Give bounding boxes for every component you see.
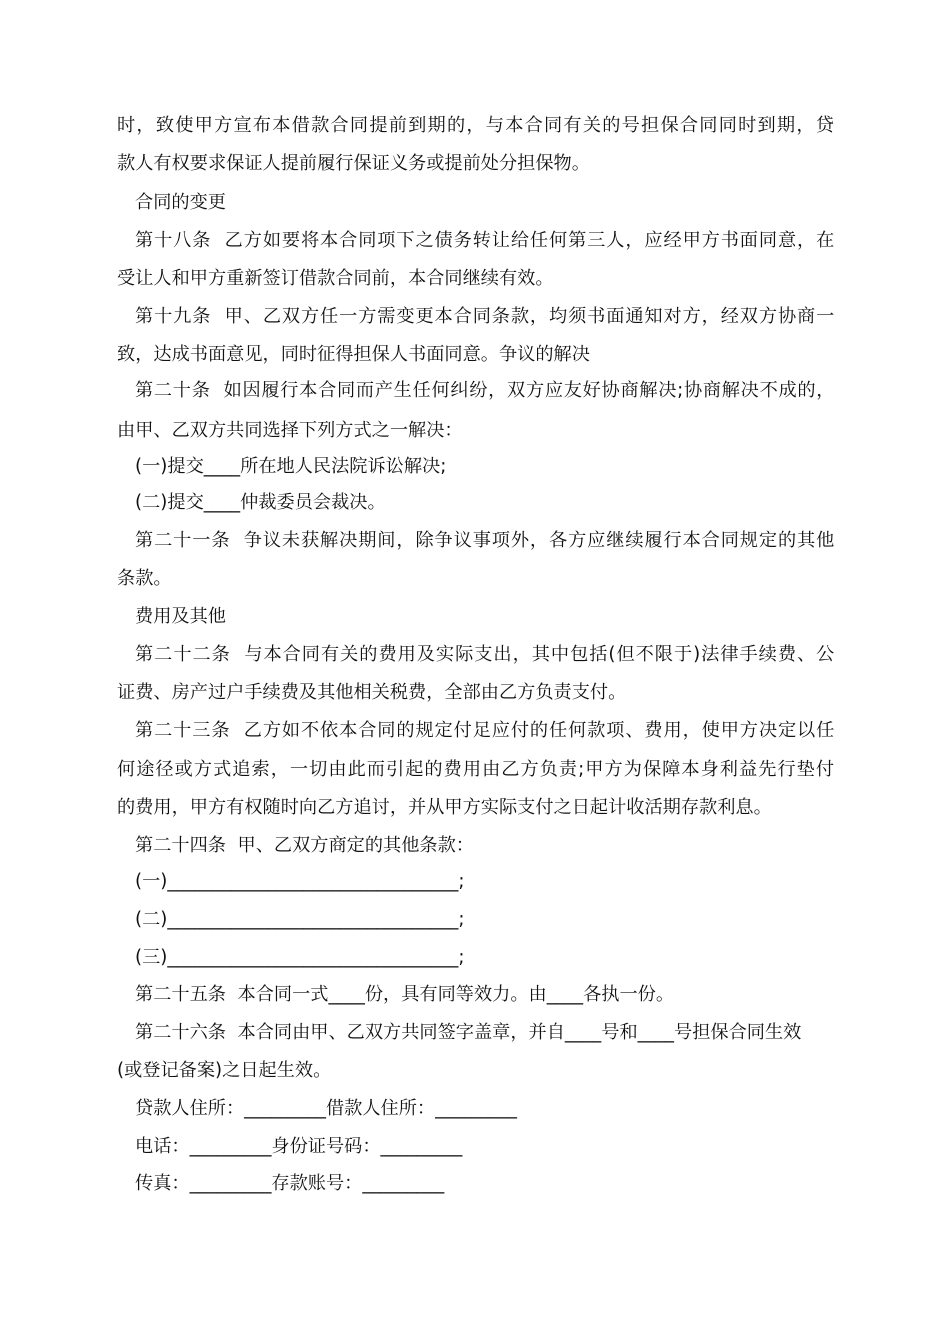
article-21-line: 第二十一条 争议未获解决期间，除争议事项外，各方应继续履行本合同规定的其他 [135, 530, 836, 551]
section-heading-fees: 费用及其他 [135, 606, 226, 627]
section-heading-contract-change: 合同的变更 [135, 192, 226, 213]
paragraph-line: 的费用，甲方有权随时向乙方追讨，并从甲方实际支付之日起计收活期存款利息。 [117, 797, 772, 818]
article-24-line: 第二十四条 甲、乙双方商定的其他条款： [135, 835, 474, 856]
article-25-line: 第二十五条 本合同一式____份，具有同等效力。由____各执一份。 [135, 984, 675, 1005]
paragraph-line: 时，致使甲方宣布本借款合同提前到期的，与本合同有关的号担保合同同时到期，贷 [117, 115, 836, 136]
phone-id-fields-line: 电话：_________身份证号码：_________ [135, 1136, 463, 1157]
paragraph-line: 受让人和甲方重新签订借款合同前，本合同继续有效。 [117, 268, 554, 289]
paragraph-line: (或登记备案)之日起生效。 [117, 1060, 332, 1081]
blank-term-line-3: (三)________________________________; [135, 947, 465, 968]
option-court-line: (一)提交____所在地人民法院诉讼解决; [135, 456, 447, 477]
paragraph-line: 证费、房产过户手续费及其他相关税费，全部由乙方负责支付。 [117, 682, 627, 703]
option-arbitration-line: (二)提交____仲裁委员会裁决。 [135, 492, 386, 513]
paragraph-line: 致，达成书面意见，同时征得担保人书面同意。争议的解决 [117, 344, 590, 365]
article-19-line: 第十九条 甲、乙双方任一方需变更本合同条款，均须书面通知对方，经双方协商一 [135, 306, 836, 327]
paragraph-line: 由甲、乙双方共同选择下列方式之一解决： [117, 420, 463, 441]
article-22-line: 第二十二条 与本合同有关的费用及实际支出，其中包括(但不限于)法律手续费、公 [135, 644, 836, 665]
paragraph-line: 条款。 [117, 568, 172, 589]
blank-term-line-2: (二)________________________________; [135, 909, 465, 930]
article-23-line: 第二十三条 乙方如不依本合同的规定付足应付的任何款项、费用，使甲方决定以任 [135, 720, 836, 741]
blank-term-line-1: (一)________________________________; [135, 871, 465, 892]
address-fields-line: 贷款人住所：_________借款人住所：_________ [135, 1098, 517, 1119]
paragraph-line: 何途径或方式追索，一切由此而引起的费用由乙方负责;甲方为保障本身利益先行垫付 [117, 759, 836, 780]
article-26-line: 第二十六条 本合同由甲、乙双方共同签字盖章，并自____号和____号担保合同生效 [135, 1022, 802, 1043]
article-18-line: 第十八条 乙方如要将本合同项下之债务转让给任何第三人，应经甲方书面同意，在 [135, 230, 836, 251]
fax-account-fields-line: 传真：_________存款账号：_________ [135, 1173, 445, 1194]
article-20-line: 第二十条 如因履行本合同而产生任何纠纷，双方应友好协商解决;协商解决不成的， [135, 380, 836, 401]
paragraph-line: 款人有权要求保证人提前履行保证义务或提前处分担保物。 [117, 153, 590, 174]
